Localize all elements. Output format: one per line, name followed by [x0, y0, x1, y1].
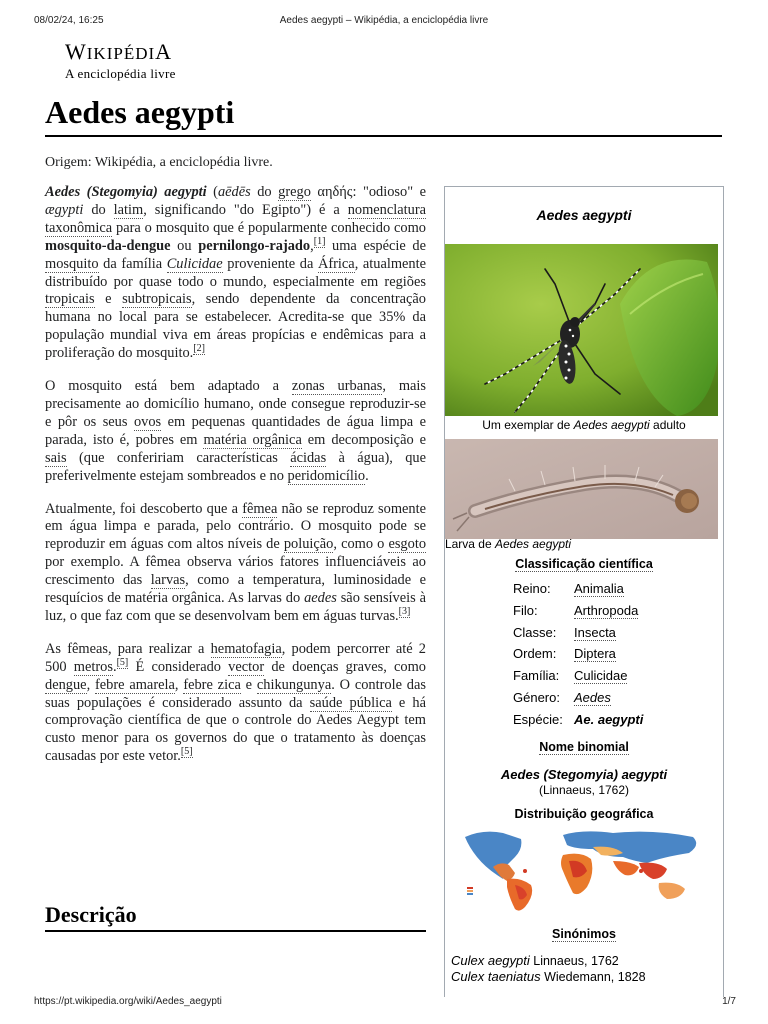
print-url: https://pt.wikipedia.org/wiki/Aedes_aegypti — [34, 996, 222, 1007]
page-title: Aedes aegypti — [45, 94, 235, 130]
taxobox-title: Aedes aegypti — [536, 207, 632, 223]
logo-tagline: A enciclopédia livre — [65, 66, 176, 81]
section-divider — [45, 930, 426, 932]
taxobox: Aedes aegypti Um exemplar de Aedes aegypti adulto Larva de Aedes aegypti Classificação científica Reino: Animalia Filo: Arthropoda Classe: Insecta Ordem: Diptera Família: Culicidae Género: Aedes Espécie: Ae. aegypti Nome binomial Aedes (Stegomyia) aegypti (Linnaeus, 1762) Distribuição geográfica Sinónimos Culex aegypti Linnaeus, 1762 Culex taeniatus Wiedemann, 1828 — [444, 186, 724, 997]
link-materia-organica[interactable]: matéria orgânica — [203, 431, 302, 448]
link-nomenclatura[interactable]: nomenclatura taxonômica — [45, 201, 426, 236]
link-mosquito[interactable]: mosquito — [45, 255, 99, 272]
section-heading-descricao: Descrição — [45, 902, 137, 927]
adult-mosquito-image[interactable] — [445, 244, 718, 416]
link-hematofagia[interactable]: hematofagia — [210, 640, 282, 657]
reference-3[interactable]: [3] — [398, 606, 411, 618]
print-page-number: 1/7 — [722, 996, 736, 1007]
reference-1[interactable]: [1] — [313, 235, 326, 247]
link-sais[interactable]: sais — [45, 449, 67, 466]
link-tropicais[interactable]: tropicais — [45, 291, 95, 308]
synonyms-heading[interactable]: Sinónimos — [552, 927, 616, 941]
link-metros[interactable]: metros — [73, 658, 113, 675]
distribution-heading: Distribuição geográfica — [514, 807, 654, 821]
link-febre-amarela[interactable]: febre amarela — [94, 676, 175, 693]
link-culicidae[interactable]: Culicidae — [166, 255, 223, 272]
larva-image-caption: Larva de Aedes aegypti — [444, 537, 572, 551]
link-ovos[interactable]: ovos — [133, 413, 162, 430]
map-legend — [467, 887, 473, 895]
link-larvas[interactable]: larvas — [150, 572, 186, 589]
link-dengue[interactable]: dengue — [45, 676, 87, 693]
link-subtropicais[interactable]: subtropicais — [122, 291, 192, 308]
classification-heading[interactable]: Classificação científica — [515, 557, 653, 571]
print-window-title: Aedes aegypti – Wikipédia, a enciclopédia livre — [279, 15, 489, 26]
binomial-heading[interactable]: Nome binomial — [539, 740, 629, 754]
paragraph-habitat: O mosquito está bem adaptado a zonas urbanas, mais precisamente ao domicílio humano, onde consegue reproduzir-se e pôr os seus ovos em pequenas quantidades de água limpa e parada, isto é, pobres em matéria orgânica em decomposição e sais (que confeririam características ácidas à água), que preferivelmente estejam sombreados e no peridomicílio. — [45, 378, 427, 484]
paragraph-vector: As fêmeas, para realizar a hematofagia, podem percorrer até 2 500 metros.[5] É considerado vector de doenças graves, como dengue, febre amarela, febre zica e chikungunya. O controle das suas populações é considerado assunto da saúde pública e há comprovação científica de que o controle do Aedes Aegypt tem custo menor para os governos do que o tratamento às doenças causadas por este vetor.[5] — [45, 640, 426, 765]
synonym-item: Culex taeniatus Wiedemann, 1828 — [451, 969, 646, 984]
link-grego[interactable]: grego — [278, 184, 311, 200]
logo-wordmark: WIKIPÉDIA — [65, 39, 173, 64]
binomial-name: Aedes (Stegomyia) aegypti — [500, 767, 668, 782]
origin-note: Origem: Wikipédia, a enciclopédia livre. — [45, 155, 273, 170]
link-latim[interactable]: latim — [113, 201, 144, 218]
link-zonas-urbanas[interactable]: zonas urbanas — [291, 378, 383, 395]
larva-image[interactable] — [445, 439, 718, 539]
distribution-map[interactable] — [463, 827, 711, 915]
wikipedia-logo[interactable] — [65, 40, 176, 82]
link-poluicao[interactable]: poluição — [283, 536, 334, 553]
link-chikungunya[interactable]: chikungunya — [256, 676, 332, 693]
synonym-item: Culex aegypti Linnaeus, 1762 — [451, 953, 619, 968]
reference-5[interactable]: [5] — [180, 746, 193, 758]
binomial-authority: (Linnaeus, 1762) — [538, 783, 630, 797]
print-timestamp: 08/02/24, 16:25 — [34, 15, 104, 26]
link-saude-publica[interactable]: saúde pública — [309, 694, 392, 711]
link-acidas[interactable]: ácidas — [290, 449, 327, 466]
link-febre-zica[interactable]: febre zica — [183, 676, 241, 693]
title-divider — [45, 135, 722, 137]
reference-4[interactable]: [5] — [116, 656, 129, 668]
paragraph-reproduction: Atualmente, foi descoberto que a fêmea não se reproduz somente em água limpa e parada, pelo contrário. O mosquito pode se reproduzir em águas com altos níveis de poluição, como o esgoto por exemplo. A fêmea observa vários fatores influenciáveis ao crescimento das larvas, como a temperatura, luminosidade e resquícios de matéria orgânica. As larvas do aedes são sensíveis à luz, o que faz com que se desenvolvam bem em águas turvas.[3] — [45, 500, 427, 624]
link-peridomicilio[interactable]: peridomicílio — [287, 467, 366, 484]
link-vector[interactable]: vector — [228, 658, 265, 675]
article-body — [45, 184, 426, 781]
adult-image-caption: Um exemplar de Aedes aegypti adulto — [482, 418, 686, 432]
synonyms-list — [451, 953, 646, 985]
link-esgoto[interactable]: esgoto — [388, 536, 427, 553]
reference-2[interactable]: [2] — [193, 343, 205, 355]
paragraph-intro: Aedes (Stegomyia) aegypti (aēdēs do grego αηδής: "odioso" e ægypti do latim, significando "do Egipto") é a nomenclatura taxonômica para o mosquito que é popularmente conhecido como mosquito-da-dengue ou pernilongo-rajado,[1] uma espécie de mosquito da família Culicidae proveniente da África, atualmente distribuído por quase todo o mundo, especialmente em regiões tropicais e subtropicais, sendo dependente da concentração humana no local para se estabelecer. Acredita-se que 35% da população mundial viva em áreas propícias e endêmicas para a proliferação do mosquito.[2] — [45, 184, 427, 362]
link-femea[interactable]: fêmea — [242, 500, 278, 517]
link-africa[interactable]: África — [317, 255, 355, 272]
